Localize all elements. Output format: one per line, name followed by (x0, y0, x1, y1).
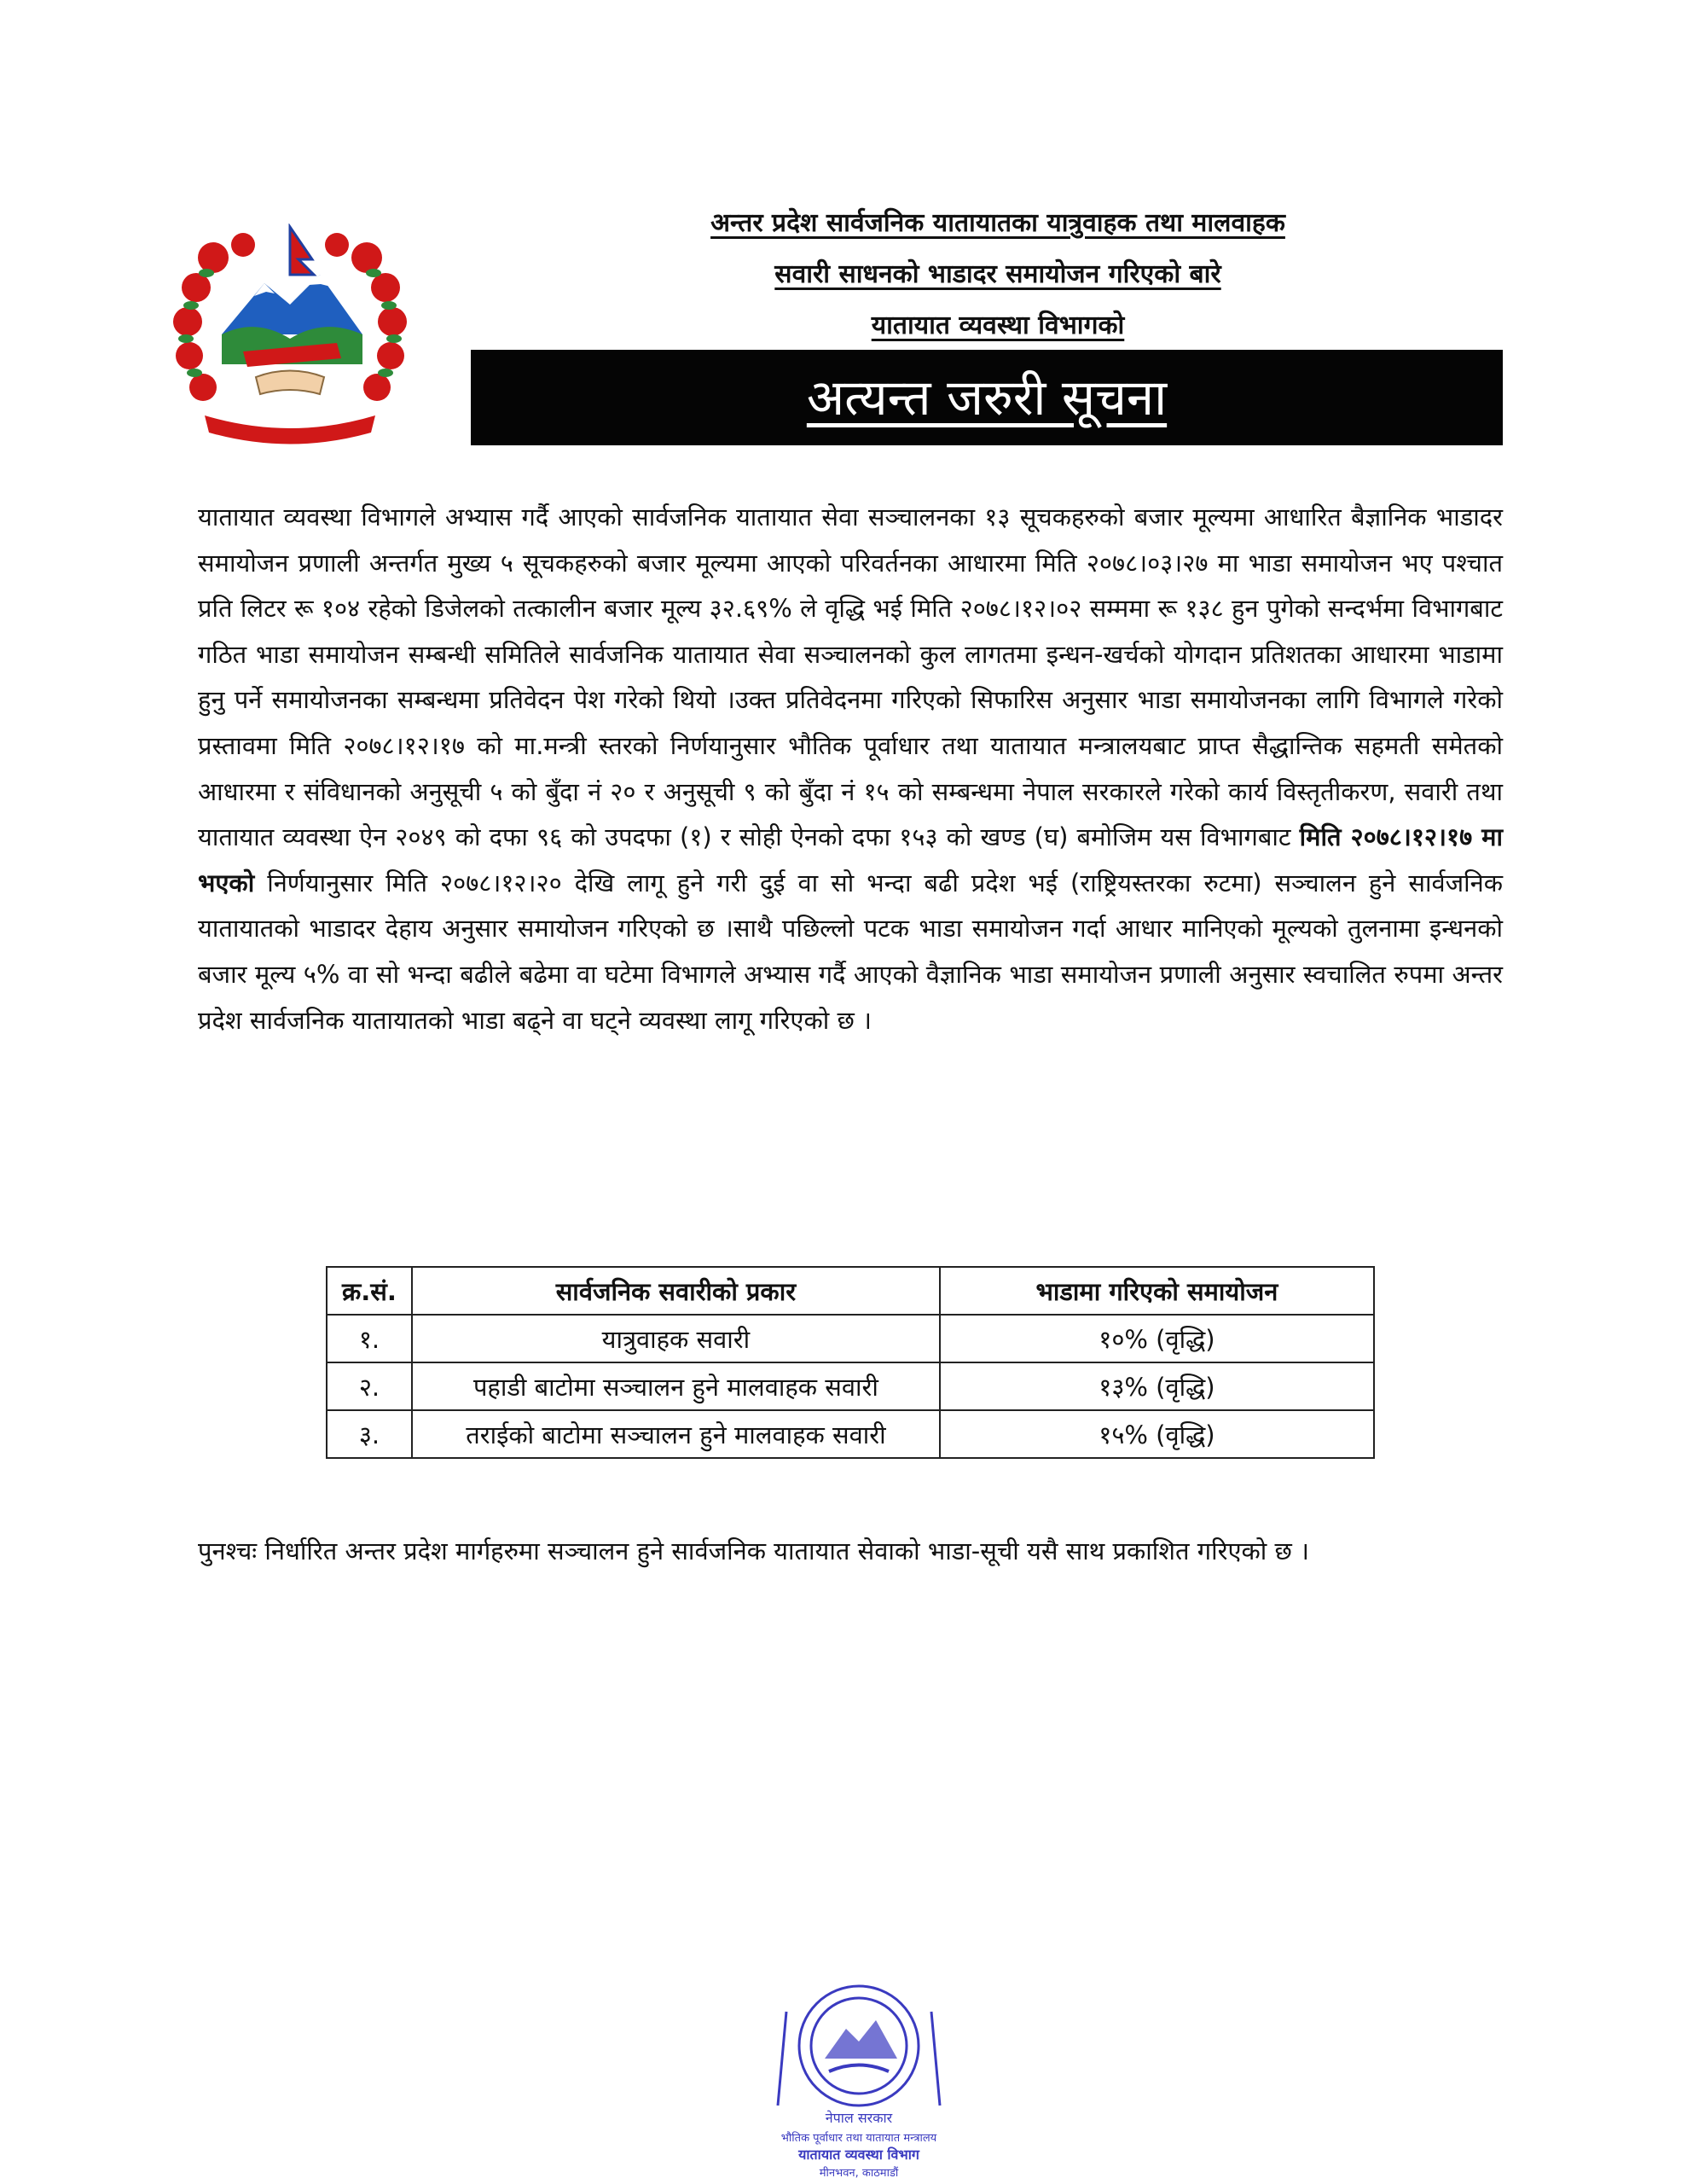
cell-adjustment: १५% (वृद्धि) (940, 1410, 1374, 1458)
fare-adjustment-table (326, 1266, 1375, 1459)
stamp-line-3: यातायात व्यवस्था विभाग (798, 2146, 919, 2163)
column-header-vehicle-type: सार्वजनिक सवारीको प्रकार (412, 1267, 940, 1315)
table-row (327, 1410, 1374, 1458)
table-row (327, 1362, 1374, 1410)
column-header-serial: क्र.सं. (327, 1267, 412, 1315)
column-header-adjustment: भाडामा गरिएको समायोजन (940, 1267, 1374, 1315)
stamp-line-1: नेपाल सरकार (825, 2110, 893, 2126)
notice-heading (597, 198, 1399, 351)
cell-vehicle-type: यात्रुवाहक सवारी (412, 1315, 940, 1362)
cell-adjustment: १३% (वृद्धि) (940, 1362, 1374, 1410)
stamp-line-4: मीनभवन, काठमाडौं (819, 2167, 899, 2180)
urgent-notice-banner (471, 350, 1503, 445)
cell-adjustment: १०% (वृद्धि) (940, 1315, 1374, 1362)
cell-vehicle-type: तराईको बाटोमा सञ्चालन हुने मालवाहक सवारी (412, 1410, 940, 1458)
cell-serial: १. (327, 1315, 412, 1362)
stamp-line-2: भौतिक पूर्वाधार तथा यातायात मन्त्रालय (780, 2132, 937, 2145)
cell-serial: ३. (327, 1410, 412, 1458)
postscript-note: पुनश्चः निर्धारित अन्तर प्रदेश मार्गहरुमा सञ्चालन हुने सार्वजनिक यातायात सेवाको भाडा-सूची यसै साथ प्रकाशित गरिएको छ । (198, 1536, 1310, 1565)
official-seal-stamp (735, 1978, 983, 2182)
body-text-part-1: यातायात व्यवस्था विभागले अभ्यास गर्दै आएको सार्वजनिक यातायात सेवा सञ्चालनका १३ सूचकहरुको बजार मूल्यमा आधारित बैज्ञानिक भाडादर समायोजन प्रणाली अन्तर्गत मुख्य ५ सूचकहरुको बजार मूल्यमा आएको परिवर्तनका आधारमा मिति २०७८।०३।२७ मा भाडा समायोजन भए पश्चात प्रति लिटर रू १०४ रहेको डिजेलको तत्कालीन बजार मूल्य ३२.६९% ले वृद्धि भई मिति २०७८।१२।०२ सम्ममा रू १३८ हुन पुगेको सन्दर्भमा विभागबाट गठित भाडा समायोजन सम्बन्धी समितिले सार्वजनिक यातायात सेवा सञ्चालनको कुल लागतमा इन्धन-खर्चको योगदान प्रतिशतका आधारमा भाडामा हुनु पर्ने समायोजनका सम्बन्धमा प्रतिवेदन पेश गरेको थियो ।उक्त प्रतिवेदनमा गरिएको सिफारिस अनुसार भाडा समायोजनका लागि विभागले गरेको प्रस्तावमा मिति २०७८।१२।१७ को मा.मन्त्री स्तरको निर्णयानुसार भौतिक पूर्वाधार तथा यातायात मन्त्रालयबाट प्राप्त सैद्धान्तिक सहमती समेतको आधारमा र संविधानको अनुसूची ५ को बुँदा नं २० र अनुसूची ९ को बुँदा नं १५ को सम्बन्धमा नेपाल सरकारले गरेको कार्य विस्तृतीकरण, सवारी तथा यातायात व्यवस्था ऐन २०४९ को दफा ९६ को उपदफा (१) र सोही ऐनको दफा १५३ को खण्ड (घ) बमोजिम यस विभागबाट (198, 502, 1503, 852)
cell-vehicle-type: पहाडी बाटोमा सञ्चालन हुने मालवाहक सवारी (412, 1362, 940, 1410)
banner-title: अत्यन्त जरुरी सूचना (806, 369, 1168, 427)
body-text-bold-date: मिति २०७८।१२।१७ मा भएको (198, 822, 1504, 897)
table-header-row (327, 1267, 1374, 1315)
body-text-part-2: निर्णयानुसार मिति २०७८।१२।२० देखि लागू हुने गरी दुई वा सो भन्दा बढी प्रदेश भई (राष्ट्रियस्तरका रुटमा) सञ्चालन हुने सार्वजनिक यातायातको भाडादर देहाय अनुसार समायोजन गरिएको छ ।साथै पछिल्लो पटक भाडा समायोजन गर्दा आधार मानिएको मूल्यको तुलनामा इन्धनको बजार मूल्य ५% वा सो भन्दा बढीले बढेमा वा घटेमा विभागले अभ्यास गर्दै आएको वैज्ञानिक भाडा समायोजन प्रणाली अनुसार स्वचालित रुपमा अन्तर प्रदेश सार्वजनिक यातायातको भाडा बढ्ने वा घट्ने व्यवस्था लागू गरिएको छ । (198, 868, 1504, 1035)
table-row (327, 1315, 1374, 1362)
heading-line-3: यातायात व्यवस्था विभागको (871, 311, 1125, 340)
cell-serial: २. (327, 1362, 412, 1410)
heading-line-2: सवारी साधनको भाडादर समायोजन गरिएको बारे (774, 259, 1221, 289)
nepal-emblem-logo (162, 224, 418, 454)
heading-line-1: अन्तर प्रदेश सार्वजनिक यातायातका यात्रुवाहक तथा मालवाहक (710, 208, 1285, 238)
notice-body-paragraph (198, 495, 1503, 1043)
